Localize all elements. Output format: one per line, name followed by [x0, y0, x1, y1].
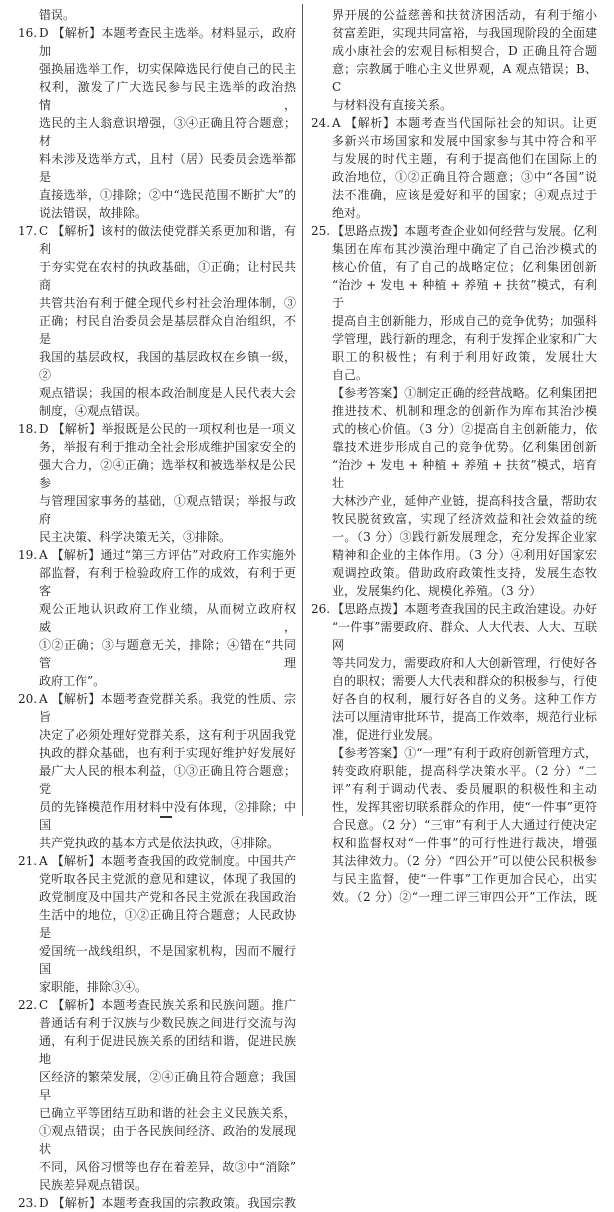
text-line: 与发展的时代主题，有利于提高他们在国际上的 [332, 152, 597, 166]
item-number: 17. [18, 224, 38, 238]
text-line: 精神和企业的主体作用。（3 分）④利用好国家宏 [332, 548, 597, 562]
text-line: “一件事”需要政府、群众、人大代表、人大、互联网 [332, 620, 597, 652]
text-line: 靠技术进步形成自己的竞争优势。亿利集团创新 [332, 440, 597, 454]
text-line [18, 420, 296, 438]
text-line: 职工的积极性；有利于利用好政策，发展壮大 [332, 350, 597, 364]
text-line: 政治地位，①②正确且符合题意；③中“各国”说 [332, 170, 597, 184]
text-line: 一。（3 分）③践行新发展理念，充分发挥企业家 [332, 530, 597, 544]
line-text: D 【解析】本题考查民主选举。材料显示，政府加 [39, 26, 296, 58]
text-line [18, 222, 296, 258]
text-line: 性，发挥其密切联系群众的作用，使“一件事”更符 [332, 800, 597, 814]
text-line: 等共同发力，需要政府和人大创新管理，行使好各 [332, 656, 597, 670]
item-number: 19. [18, 548, 38, 562]
text-line: 爱国统一战线组织，不是国家机构，因而不履行国 [39, 944, 296, 976]
text-line: 多新兴市场国家和发展中国家参与其中符合和平 [332, 134, 597, 148]
answer-item-22 [18, 996, 296, 1194]
text-line: 式的核心价值。（3 分）②提高自主创新能力，依 [332, 422, 597, 436]
text-line: 生活中的地位，①②正确且符合题意；人民政协是 [39, 908, 296, 940]
text-line: 推进技术、机制和理念的创新作为库布其治沙模 [332, 404, 597, 418]
text-line: 其法律效力。（2 分）“四公开”可以使公民积极参 [332, 854, 597, 868]
answer-item-26 [311, 600, 597, 906]
text-line [18, 546, 296, 564]
answer-item-25 [311, 222, 597, 600]
text-line: 准，促进行业发展。 [332, 728, 441, 742]
text-line: 自己。 [332, 368, 369, 382]
answer-item-18 [18, 420, 296, 546]
text-line: 自的职权；需要人大代表和群众的积极参与，行使 [332, 674, 597, 688]
answer-item-21 [18, 852, 296, 996]
text-line: 共管共治有利于健全现代乡村社会治理体制，③ [39, 296, 296, 310]
text-line: ①观点错误；由于各民族间经济、政治的发展现状 [39, 1124, 296, 1156]
answer-continuation [311, 6, 597, 114]
text-line: 通，有利于促进民族关系的团结和谐，促进民族地 [39, 1034, 296, 1066]
text-line: 于夯实党在农村的执政基础，①正确；让村民共商 [39, 260, 296, 292]
text-line [311, 222, 597, 240]
text-line: 与材料没有直接关系。 [332, 98, 453, 112]
text-line [18, 996, 296, 1014]
text-line [311, 600, 597, 618]
text-line: 员的先锋模范作用材料中没有体现，②排除；中国 [39, 800, 296, 832]
text-line: 核心价值，有了自己的战略定位；亿利集团创新 [332, 260, 597, 274]
text-line: 正确；村民自治委员会是基层群众自治组织，不是 [39, 314, 296, 346]
text-line: 区经济的繁荣发展，②④正确且符合题意；我国早 [39, 1070, 296, 1102]
text-line: 观调控政策。借助政府政策性支持，发展生态牧 [332, 566, 597, 580]
text-line: 好各自的权利，履行好各自的义务。这种工作方 [332, 692, 597, 706]
text-line: “治沙 + 发电 + 种植 + 养殖 + 扶贫”模式，有利于 [332, 278, 597, 310]
item-number: 18. [18, 422, 38, 436]
text-line: 决定了必须处理好党群关系，这有利于巩固我党 [39, 728, 296, 742]
text-line: ①②正确；③与题意无关，排除；④错在“共同管理 [39, 638, 296, 670]
text-line: 提高自主创新能力，形成自己的竞争优势；加强科 [332, 314, 597, 328]
text-line: 效。（2 分）②“一理二评三审四公开”工作法，既 [332, 890, 597, 904]
text-line: 集团在库布其沙漠治理中确定了自己治沙模式的 [332, 242, 597, 256]
text-line: 大林沙产业，延伸产业链，提高科技含量，帮助农 [332, 494, 597, 508]
text-line: 选民的主人翁意识增强，③④正确且符合题意；材 [39, 116, 296, 148]
text-line: 观公正地认识政府工作业绩，从而树立政府权威， [39, 602, 296, 634]
answer-continuation [18, 6, 296, 24]
answer-item-16 [18, 24, 296, 222]
text-line: 业，发展集约化、规模化养殖。（3 分） [332, 584, 542, 598]
text-line: 说法错误，故排除。 [39, 206, 148, 220]
text-line: 与管理国家事务的基础，①观点错误；举报与政府 [39, 494, 296, 526]
text-line: 强大合力，②④正确；选举权和被选举权是公民参 [39, 458, 296, 490]
text-line: 错误。 [39, 8, 76, 22]
right-column [311, 6, 597, 906]
answer-item-19 [18, 546, 296, 690]
text-line: 我国的基层政权，我国的基层政权在乡镇一级，② [39, 350, 296, 382]
text-line: 部监督，有利于检验政府工作的成效，有利于更客 [39, 566, 296, 598]
text-line: 评”有利于调动代表、委员履职的积极性和主动 [332, 782, 597, 796]
item-number: 25. [311, 224, 331, 238]
text-line: 最广大人民的根本利益，①③正确且符合题意；党 [39, 764, 296, 796]
text-line: 不同，风俗习惯等也存在着差异，故③中“消除” [39, 1160, 296, 1174]
text-line: 贫富差距，实现共同富裕，与我国现阶段的全面建 [332, 26, 597, 40]
text-line: “治沙 + 发电 + 种植 + 养殖 + 扶贫”模式，培育壮 [332, 458, 597, 490]
line-text: A 【解析】本题考查当代国际社会的知识。让更 [332, 116, 597, 130]
text-line: 政府工作”。 [39, 674, 106, 688]
text-line: 学管理，践行新的理念，有利于发挥企业家和广大 [332, 332, 597, 346]
text-line: 执政的群众基础，也有利于实现好维护好发展好 [39, 746, 296, 760]
text-line: 已确立平等团结互助和谐的社会主义民族关系， [39, 1106, 296, 1120]
text-line: 制度，④观点错误。 [39, 404, 148, 418]
item-number: 20. [18, 692, 38, 706]
text-line: 意；宗教属于唯心主义世界观，A 观点错误；B、C [332, 62, 597, 94]
text-line: 直接选举，①排除；②中“选民范围不断扩大”的 [39, 188, 296, 202]
answer-item-20 [18, 690, 296, 852]
text-line: 权和监督权对“一件事”的可行性进行裁决，增强 [332, 836, 597, 850]
text-line [18, 852, 296, 870]
text-line: 【参考答案】①“一理”有利于政府创新管理方式， [332, 746, 597, 760]
text-line [18, 690, 296, 726]
text-line: 观点错误；我国的根本政治制度是人民代表大会 [39, 386, 296, 400]
text-line: 家职能，排除③④。 [39, 980, 148, 994]
column-divider [302, 4, 303, 816]
text-line: 党听取各民主党派的意见和建议，体现了我国的 [39, 872, 296, 886]
item-number: 21. [18, 854, 38, 868]
text-line: 与民主监督，使“一件事”工作更加合民心，出实 [332, 872, 597, 886]
text-line [18, 1194, 296, 1212]
line-text: A 【解析】通过“第三方评估”对政府工作实施外 [39, 548, 296, 562]
text-line: 法不准确，应该是爱好和平的国家；④观点过于 [332, 188, 597, 202]
left-column [18, 6, 296, 1212]
text-line [311, 114, 597, 132]
item-number: 24. [311, 116, 331, 130]
text-line: 【参考答案】①制定正确的经营战略。亿利集团把 [332, 386, 597, 400]
text-line: 绝对。 [332, 206, 369, 220]
line-text: C 【解析】本题考查民族关系和民族问题。推广 [39, 998, 296, 1012]
line-text: 【思路点拨】本题考查我国的民主政治建设。办好 [332, 602, 597, 616]
item-number: 26. [311, 602, 331, 616]
line-text: D 【解析】本题考查我国的宗教政策。我国宗教 [39, 1196, 296, 1210]
answer-item-24 [311, 114, 597, 222]
text-line: 界开展的公益慈善和扶贫济困活动，有利于缩小 [332, 8, 597, 22]
text-line: 务，举报有利于推动全社会形成维护国家安全的 [39, 440, 296, 454]
text-line: 权利，激发了广大选民参与民主选举的政治热情， [39, 80, 296, 112]
line-text: A 【解析】本题考查我国的政党制度。中国共产 [39, 854, 296, 868]
text-line: 转变政府职能，提高科学决策水平。（2 分）“二 [332, 764, 597, 778]
item-number: 23. [18, 1196, 38, 1210]
answer-item-23 [18, 1194, 296, 1212]
text-line: 共产党执政的基本方式是依法执政，④排除。 [39, 836, 280, 850]
text-line: 成小康社会的宏观目标相契合，D 正确且符合题 [332, 44, 597, 58]
text-line: 法可以厘清审批环节，提高工作效率，规范行业标 [332, 710, 597, 724]
item-number: 22. [18, 998, 38, 1012]
text-line: 普通话有利于汉族与少数民族之间进行交流与沟 [39, 1016, 296, 1030]
item-number: 16. [18, 26, 38, 40]
text-line: 民族差异观点错误。 [39, 1178, 148, 1192]
text-line: 牧民脱贫致富，实现了经济效益和社会效益的统 [332, 512, 597, 526]
text-line: 合民意。（2 分）“三审”有利于人大通过行使决定 [332, 818, 597, 832]
text-line: 政党制度及中国共产党和各民主党派在我国政治 [39, 890, 296, 904]
text-line: 民主决策、科学决策无关，③排除。 [39, 530, 232, 544]
answer-item-17 [18, 222, 296, 420]
text-line [18, 24, 296, 60]
line-text: C 【解析】该村的做法使党群关系更加和谐，有利 [39, 224, 296, 256]
text-line: 料未涉及选举方式，且村（居）民委员会选举都是 [39, 152, 296, 184]
line-text: A 【解析】本题考查党群关系。我党的性质、宗旨 [39, 692, 296, 724]
page-number-mark [160, 816, 172, 822]
line-text: 【思路点拨】本题考查企业如何经营与发展。亿利 [332, 224, 597, 238]
text-line: 强换届选举工作，切实保障选民行使自己的民主 [39, 62, 296, 76]
line-text: D 【解析】举报既是公民的一项权利也是一项义 [39, 422, 296, 436]
